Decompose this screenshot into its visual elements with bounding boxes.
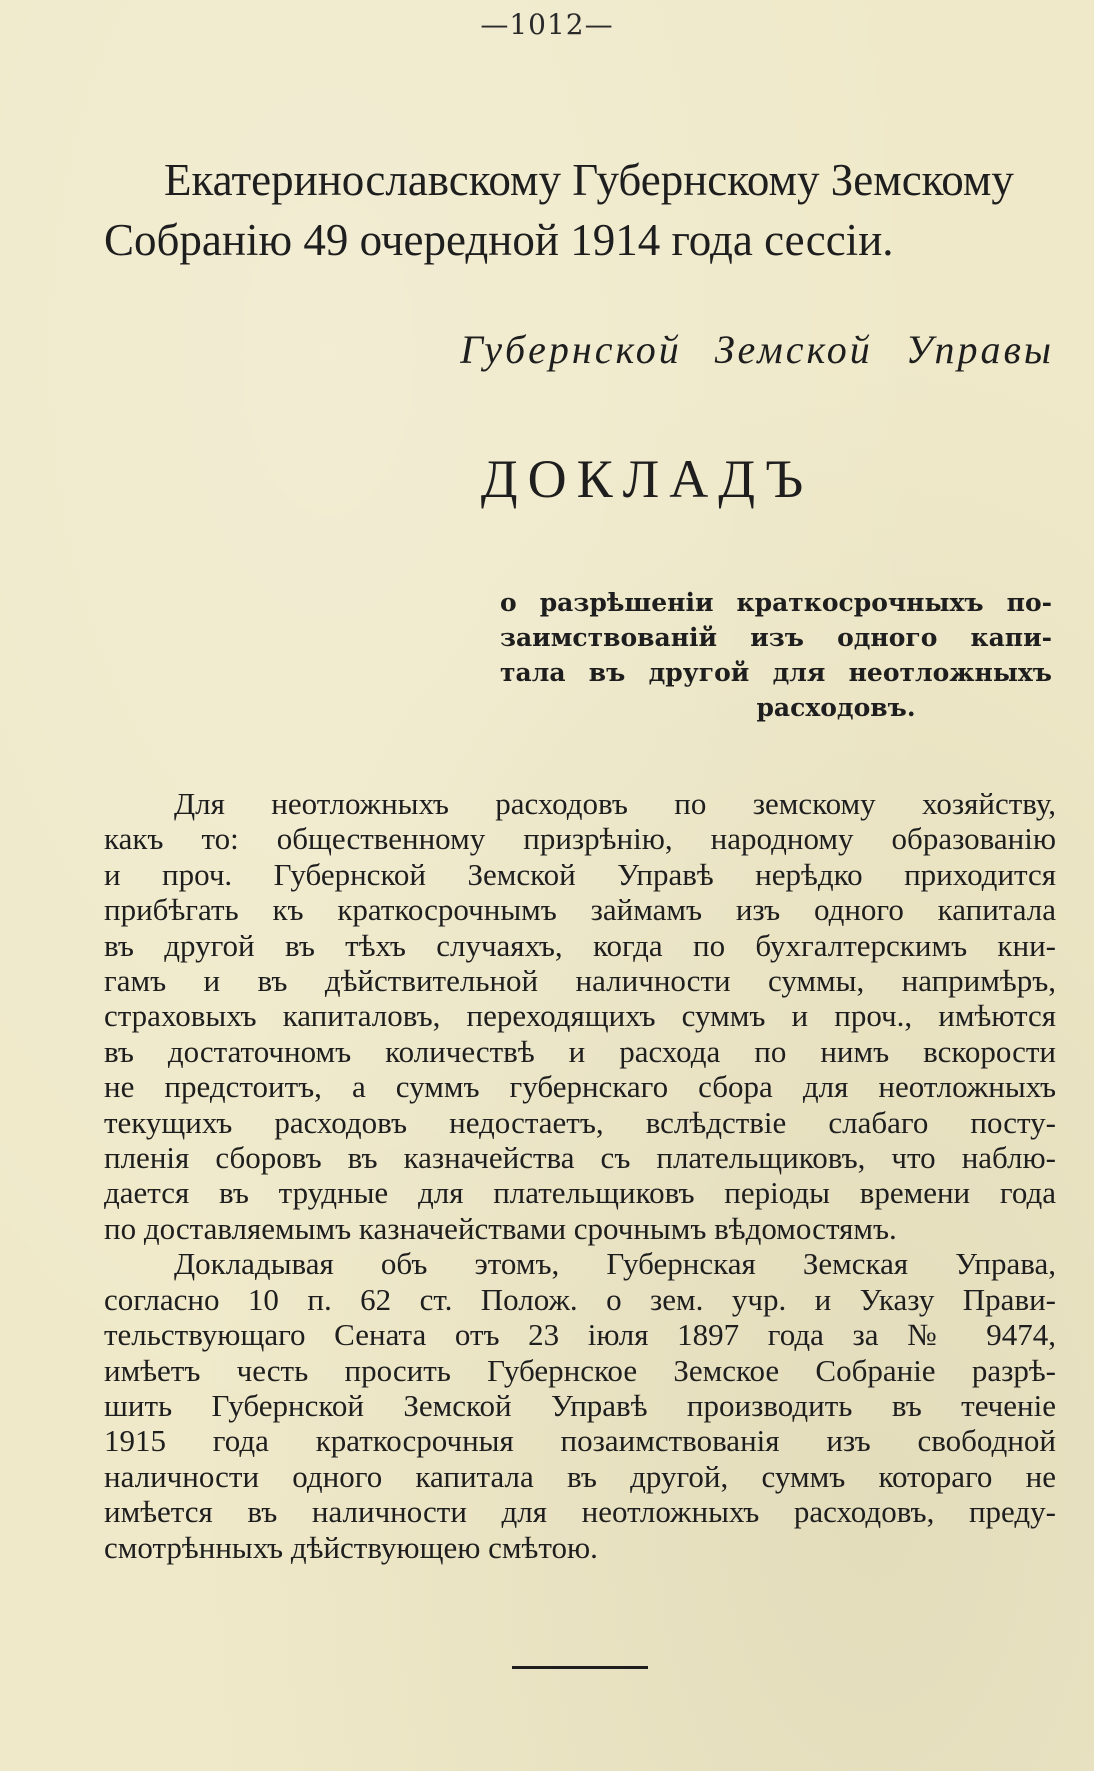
text-line: имѣется въ наличности для неотложныхъ расходовъ, преду- xyxy=(104,1494,1056,1530)
text-line: Докладывая объ этомъ, Губернская Земская Управа, xyxy=(174,1246,1056,1282)
text-line: по доставляемымъ казначействами срочнымъ вѣдомостямъ. xyxy=(104,1210,897,1246)
text-line: и проч. Губернской Земской Управѣ нерѣдко приходится xyxy=(104,856,1056,892)
text-line: страховыхъ капиталовъ, переходящихъ суммъ и проч., имѣются xyxy=(104,998,1056,1034)
title-line-1: Екатеринославскому Губернскому Земскому xyxy=(164,155,1014,205)
text-line: тельствующаго Сената отъ 23 іюля 1897 года за № 9474, xyxy=(104,1317,1056,1353)
text-line: текущихъ расходовъ недостаетъ, вслѣдствіе слабаго посту- xyxy=(104,1104,1056,1140)
text-line: не предстоитъ, а суммъ губернскаго сбора для неотложныхъ xyxy=(104,1069,1056,1105)
text-line: какъ то: общественному призрѣнію, народному образованію xyxy=(104,821,1056,857)
text-line: пленія сборовъ въ казначейства съ плательщиковъ, что наблю- xyxy=(104,1140,1056,1176)
paragraph-2 xyxy=(104,1246,1056,1565)
document-subtitle: Губернской Земской Управы xyxy=(460,327,1054,372)
report-topic-line: заимствованій изъ одного капи- xyxy=(500,623,1052,652)
text-line: смотрѣнныхъ дѣйствующею смѣтою. xyxy=(104,1529,598,1565)
text-line: шить Губернской Земской Управѣ производить въ теченіе xyxy=(104,1387,1056,1423)
text-line: прибѣгать къ краткосрочнымъ займамъ изъ одного капитала xyxy=(104,892,1056,928)
text-line: наличности одного капитала въ другой, суммъ котораго не xyxy=(104,1458,1056,1494)
page-number: —1012— xyxy=(480,8,614,41)
text-line: согласно 10 п. 62 ст. Полож. о зем. учр. и Указу Прави- xyxy=(104,1281,1056,1317)
report-topic-line: расходовъ. xyxy=(756,693,916,722)
text-line: дается въ трудные для плательщиковъ періоды времени года xyxy=(104,1175,1056,1211)
report-topic-line: о разрѣшеніи краткосрочныхъ по- xyxy=(500,588,1052,617)
body-text xyxy=(104,786,1056,1565)
text-line: въ достаточномъ количествѣ и расхода по нимъ вскорости xyxy=(104,1033,1056,1069)
report-topic-line: тала въ другой для неотложныхъ xyxy=(500,658,1052,687)
end-rule xyxy=(512,1666,648,1669)
report-topic xyxy=(500,585,1052,725)
text-line: имѣетъ честь просить Губернское Земское Собраніе разрѣ- xyxy=(104,1352,1056,1388)
title-line-2: Собранію 49 очередной 1914 года сессіи. xyxy=(104,215,894,265)
text-line: Для неотложныхъ расходовъ по земскому хозяйству, xyxy=(174,786,1056,821)
text-line: въ другой въ тѣхъ случаяхъ, когда по бухгалтерскимъ кни- xyxy=(104,927,1056,963)
document-title xyxy=(104,150,1056,270)
text-line: гамъ и въ дѣйствительной наличности суммы, напримѣръ, xyxy=(104,963,1056,999)
report-heading: ДОКЛАДЪ xyxy=(480,449,814,509)
paragraph-1 xyxy=(104,786,1056,1246)
text-line: 1915 года краткосрочныя позаимствованія изъ свободной xyxy=(104,1423,1056,1459)
